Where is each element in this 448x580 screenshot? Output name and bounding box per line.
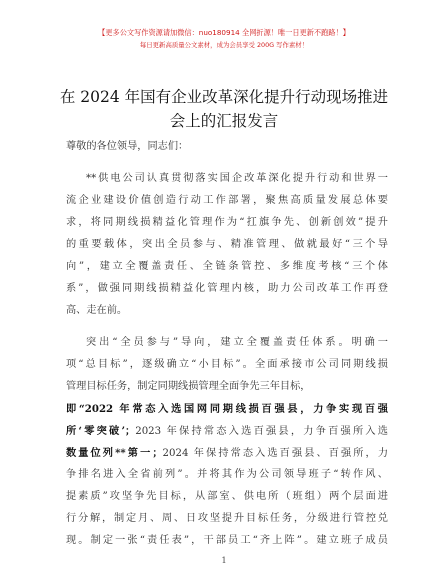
paragraph-2-line: 管理目标任务，制定同期线损管理全面争先三年目标， xyxy=(66,381,311,392)
paragraph-2-line: 现。制定一张“责任表”，干部员工“齐上阵”。建立班子成员 xyxy=(66,535,388,546)
target-text: 2024 年保持常态入选百强县、百强所，力 xyxy=(162,448,389,459)
paragraph-1-line: 向”，建立全覆盖责任、全链条管控、多维度考核“三个体 xyxy=(66,261,388,272)
promo-banner-line-1: 【更多公文写作资源请加微信：nuo180914 全网折源！唯一日更新不跑路！】 xyxy=(98,28,350,37)
title-line-2: 会上的汇报发言 xyxy=(169,112,279,130)
paragraph-1-line: 的重要载体，突出全员参与、精准管理、做就最好“三个导 xyxy=(66,239,388,250)
paragraph-1-line: 高、走在前。 xyxy=(66,305,128,316)
page-number: 1 xyxy=(221,556,227,565)
paragraph-2-line: 项“总目标”，逐级确立“小目标”。全面承接市公司同期线损 xyxy=(66,359,388,370)
promo-banner-line-2: 每日更新高质量公文素材，成为会员享受 200G 写作素材！ xyxy=(139,41,309,49)
paragraph-1-line: 系”，做强同期线损精益化管理内核，助力公司改革工作再登 xyxy=(66,283,388,294)
target-text: 2023 年保持常态入选百强县，力争百强所入选 xyxy=(135,426,388,437)
paragraph-2-line: 行分解，制定月、周、日攻坚提升目标任务，分级进行管控兑 xyxy=(66,513,388,524)
paragraph-1-line: 流企业建设价值创造行动工作部署，聚焦高质量发展总体要 xyxy=(66,195,388,206)
title-line-1: 在 2024 年国有企业改革深化提升行动现场推进 xyxy=(59,88,389,106)
paragraph-2-line: 提素质”攻坚争先目标，从部室、供电所（班组）两个层面进 xyxy=(66,491,388,502)
paragraph-1-line: 求，将同期线损精益化管理作为“扛旗争先、创新创效”提升 xyxy=(66,217,388,228)
paragraph-2-line xyxy=(66,398,388,420)
paragraph-2-line xyxy=(66,442,388,464)
bold-target-text: 数量位列**第一； xyxy=(66,447,163,459)
document-body xyxy=(66,136,388,552)
bold-target-text: 所‘零突破’； xyxy=(66,425,136,437)
paragraph-2-line: 争排名进入全省前列”。并将其作为公司领导班子“转作风、 xyxy=(66,469,388,480)
bold-target-text: 即“2022 年常态入选国网同期线损百强县，力争实现百强 xyxy=(66,403,388,415)
greeting: 尊敬的各位领导，同志们： xyxy=(66,141,189,152)
paragraph-2-line xyxy=(66,420,388,442)
paragraph-1-line: **供电公司认真贯彻落实国企改革深化提升行动和世界一 xyxy=(86,173,388,184)
promo-banner xyxy=(0,26,448,51)
paragraph-2-line: 突出“全员参与”导向，建立全覆盖责任体系。明确一 xyxy=(86,337,388,348)
document-title xyxy=(40,85,408,133)
